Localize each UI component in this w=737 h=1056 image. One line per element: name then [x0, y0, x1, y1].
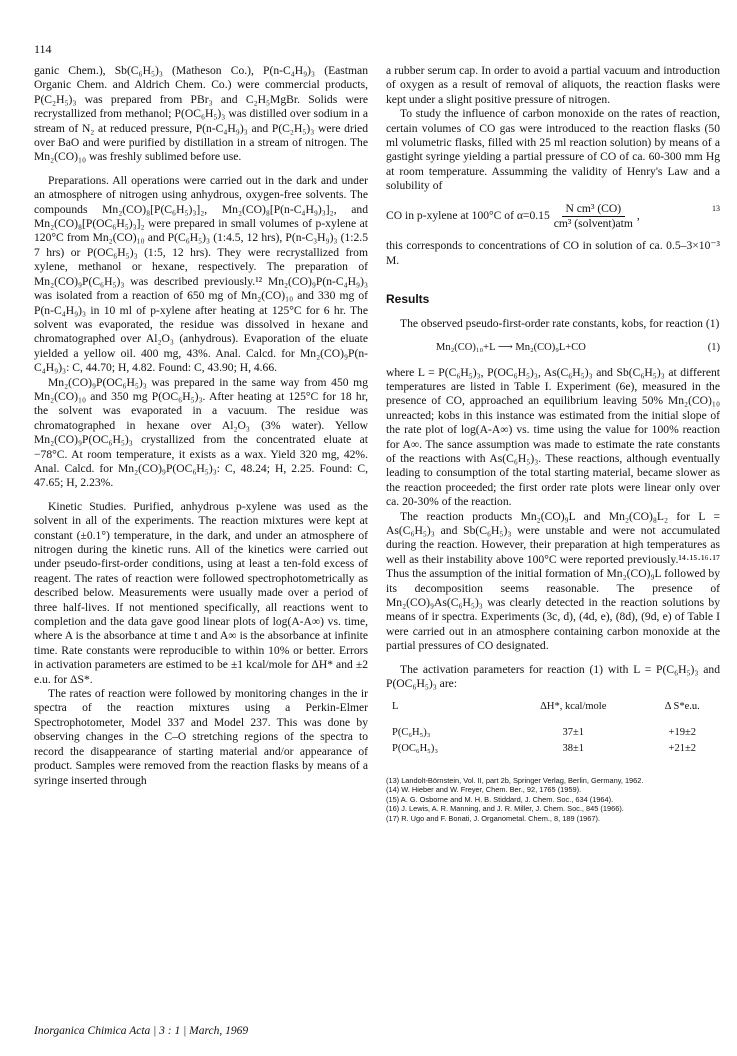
fraction: [554, 202, 633, 232]
fraction-denominator: cm³ (solvent)atm: [553, 217, 633, 231]
henry-law-expression: [386, 202, 720, 232]
table-row: [386, 741, 720, 757]
table-header-row: [386, 699, 720, 724]
paragraph: this corresponds to concentrations of CO in solution of ca. 0.5–3×10⁻³ M.: [386, 239, 720, 267]
table-cell: +21±2: [668, 743, 696, 755]
reference-item: (14) W. Hieber and W. Freyer, Chem. Ber., 92, 1765 (1959).: [386, 785, 582, 795]
reference-mark: 13: [712, 203, 720, 213]
henry-lead: CO in p-xylene at 100°C of α=0.15: [386, 209, 550, 223]
right-column: [386, 64, 720, 824]
table-cell: 37±1: [562, 726, 585, 738]
paragraph: Mn₂(CO)₉P(OC₆H₅)₃ was prepared in the same way from 450 mg Mn₂(CO)₁₀ and 350 mg P(OC₆H₅)₃. After heating at 125°C for 18 hr, the solvent was evaporated in a vacuum. The residue was chromatographed in hexane over Al₂O₃ (3% water). Yellow Mn₂(CO)₉P(OC₆H₅)₃ crystallized from the concentrated eluate at −78°C. At room temperature, it exists as a wax. Yield 320 mg, 42%. Anal. Calcd. for Mn₂(CO)₉P(OC₆H₅)₃: C, 48.24; H, 2.25. Found: C, 47.65; H, 2.23%.: [34, 375, 368, 490]
table-row: [386, 725, 720, 741]
table-header: L: [392, 701, 399, 713]
paragraph: The observed pseudo-first-order rate constants, kobs, for reaction (1): [400, 316, 720, 330]
paragraph-preparations: Preparations. All operations were carried out in the dark and under an atmosphere of nitrogen using anhydrous, oxygen-free solvents. The compounds Mn₂(CO)₈[P(C₆H₅)₃]₂, Mn₂(CO)₈[P(n-C₄H₉)₃]₂, and Mn₂(CO)₈[P(OC₆H₅)₃]₂ were prepared in small volumes of p-xylene at 120°C from Mn₂(CO)₁₀ and P(C₆H₅)₃ (1:4.5, 12 hrs), P(n-C₃H₉)₃ (1:2.5 7 hrs) or P(OC₆H₅)₃ (1:5, 12 hrs). They were recrystallized from xylene, methanol or hexane, respectively. The preparation of Mn₂(CO)₉P(C₆H₅)₃ was described previously.¹² Mn₂(CO)₉P(n-C₄H₉)₃ was isolated from a reaction of 650 mg of Mn₂(CO)₁₀ and 330 mg of P(n-C₄H₉)₃ in 10 ml of p-xylene after heating at 125°C for 6 hr. The solvent was evaporated, the residue was dissolved in hexane and chromatographed over Al₂O₃ (anhydrous). Evaporation of the eluate yielded a yellow oil. 400 mg, 43%. Anal. Calcd. for Mn₂(CO)₉P(n-C₄H₉)₃: C, 44.70; H, 4.82. Found: C, 43.90; H, 4.66.: [34, 173, 368, 375]
reference-item: (16) J. Lewis, A. R. Manning, and J. R. Miller, J. Chem. Soc., 845 (1966).: [386, 804, 624, 814]
paragraph-kinetic-studies: Kinetic Studies. Purified, anhydrous p-xylene was used as the solvent in all of the experiments. The reaction mixtures were kept at constant (±0.1°) temperature, in the dark, and under an atmosphere of nitrogen during the kinetic runs. All of the kinetics were carried out under pseudo-first-order conditions, using at least a ten-fold excess of reagent. The rates of reaction were followed spectrophotometrically as described below. Measurements were usually made over a period of three half-lives. If not mentioned specifically, all reactions went to completion and the data gave good linear plots of log(A-A∞) vs. time, where A is the absorbance at time t and A∞ is the absorbance at infinite time. Rate constants were reproducible to within 10% or better. Errors in activation parameters are estimed to be ±1 kcal/mole for ΔH* and ±2 e.u. for ΔS*.: [34, 499, 368, 686]
equation-number: (1): [707, 342, 720, 354]
journal-footer: Inorganica Chimica Acta | 3 : 1 | March, 1969: [34, 1025, 249, 1037]
table-cell: P(OC₆H₅)₃: [392, 743, 438, 755]
table-cell: P(C₆H₅)₃: [392, 726, 431, 738]
table-header: Δ S*e.u.: [664, 701, 700, 713]
paragraph: ganic Chem.), Sb(C₆H₅)₃ (Matheson Co.), P(n-C₄H₉)₃ (Eastman Organic Chem. and Aldrich Chem. Co.) were commercial products, P(C₂H₅)₃ was prepared from PBr₃ and C₂H₅MgBr. Solids were recrystallized from methanol; P(OC₆H₅)₃ was distilled over sodium in a stream of N₂ at reduced pressure, P(n-C₄H₉)₃ and P(C₂H₅)₃ were dried over BaO and were purified by distillation in a stream of nitrogen. The Mn₂(CO)₁₀ was freshly sublimed before use.: [34, 64, 368, 164]
table-cell: +19±2: [668, 726, 696, 738]
reference-item: (17) R. Ugo and F. Bonati, J. Organometal. Chem., 8, 189 (1967).: [386, 814, 601, 824]
paragraph: The activation parameters for reaction (1) with L = P(C₆H₅)₃ and P(OC₆H₅)₃ are:: [386, 662, 720, 691]
page-number: 114: [34, 42, 52, 56]
reaction-equation: [386, 341, 720, 355]
footnote-references: [386, 776, 720, 824]
reference-item: (15) A. G. Osborne and M. H. B. Stiddard, J. Chem. Soc., 634 (1964).: [386, 794, 614, 804]
henry-trail: ,: [636, 209, 640, 223]
paragraph: where L = P(C₆H₅)₃, P(OC₆H₅)₃, As(C₆H₅)₃ and Sb(C₆H₅)₃ at different temperatures are listed in Table I. Experiment (6e), measured in the presence of CO, approached an equilibrium leaving 50% Mn₂(CO)₁₀ unreacted; kobs in this instance was estimated from the initial slope of the rate plot of log(A-A∞) vs. time using the value for 100% reaction for A∞. The sance assumption was made to estimate the rate constants of the reactions with As(C₆H₅)₃. These reactions, although eventually leading to consumption of the total starting material, became slower as the reaction proceeded; the first order rate plots were linear only over ca. 20-30% of the reaction.: [386, 365, 720, 509]
paragraph: To study the influence of carbon monoxide on the rates of reaction, certain volumes of CO gas were introduced to the reaction flasks (50 ml volumetric flasks, filled with 25 ml reaction solution) by means of a gastight syringe yielding a partial pressure of CO of ca. 60-300 mm Hg at room temperature. Assumming the validity of Henry's Law and a solubility of: [386, 107, 720, 193]
paragraph: a rubber serum cap. In order to avoid a partial vacuum and introduction of oxygen as a result of removal of aliquots, the reaction flasks were kept under a slight positive pressure of nitrogen.: [386, 64, 720, 106]
table-cell: 38±1: [562, 743, 585, 755]
table-header: ΔH*, kcal/mole: [540, 701, 607, 713]
reference-item: (13) Landolt-Börnstein, Vol. II, part 2b, Springer Verlag, Berlin, Germany, 1962.: [386, 775, 644, 785]
equation-text: Mn₂(CO)₁₀+L ⟶ Mn₂(CO)₉L+CO: [436, 342, 586, 354]
fraction-numerator: N cm³ (CO): [562, 202, 626, 217]
left-column: [34, 64, 368, 788]
paragraph: The rates of reaction were followed by monitoring changes in the ir spectra of the reaction mixtures using a Perkin-Elmer Spectrophotometer, Model 337 and Model 237. This was done by observing changes in the C–O stretching regions of the spectra to record the disappearance of starting material and/or appearance of product. Samples were removed from the reaction flasks by means of a syringe inserted through: [34, 687, 368, 787]
activation-parameters-table: [386, 699, 720, 757]
paragraph: The reaction products Mn₂(CO)₉L and Mn₂(CO)₈L₂ for L = As(C₆H₅)₃ and Sb(C₆H₅)₃ were unstable and were not accumulated during the reaction. However, their preparation at high temperatures as well as their instability above 100°C were reported previously.¹⁴·¹⁵·¹⁶·¹⁷ Thus the assumption of the initial formation of Mn₂(CO)₉L followed by its decomposition seems reasonable. The presence of Mn₂(CO)₉As(C₆H₅)₃ was clearly detected in the reaction solutions by means of ir spectra. Experiments (3c, d), (4d, e), (8d), (9d, e) of Table I were carried out in an atmosphere containing carbon monoxide at the partial pressures of CO designated.: [386, 509, 720, 653]
section-heading-results: Results: [386, 292, 430, 307]
